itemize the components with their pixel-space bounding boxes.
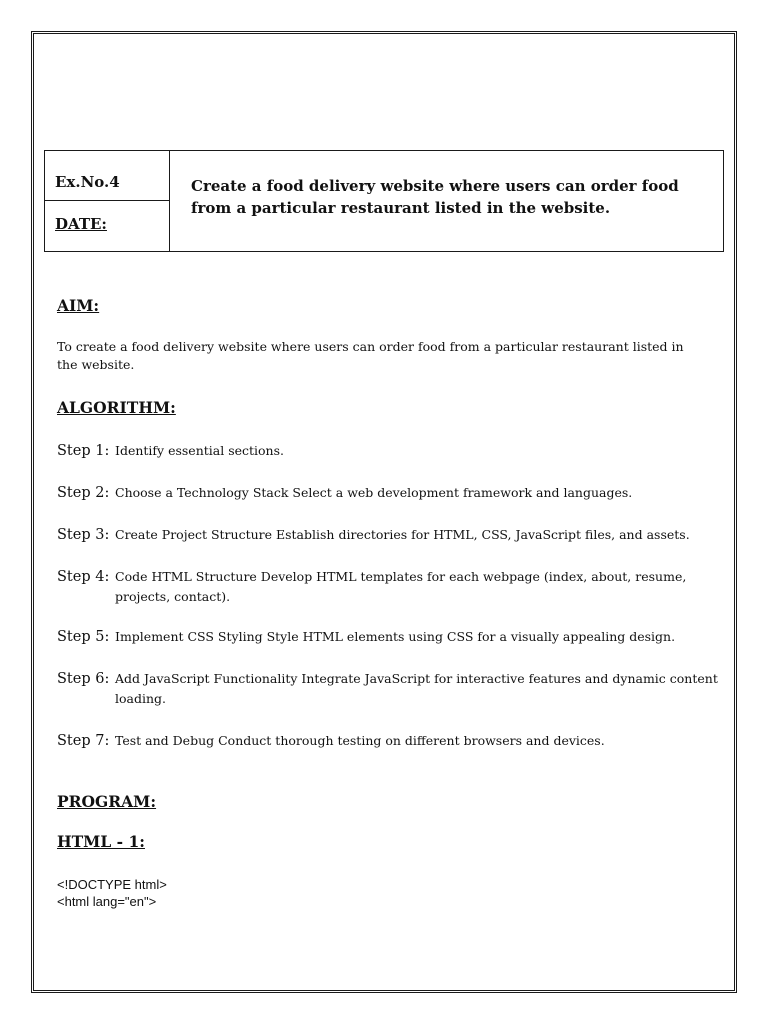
step-label: Step 6:: [57, 671, 110, 687]
header-divider: [45, 200, 169, 201]
code-line: <!DOCTYPE html>: [57, 877, 167, 892]
aim-heading: AIM:: [57, 296, 100, 315]
step-text: Choose a Technology Stack Select a web development framework and languages.: [115, 485, 633, 500]
program-heading: PROGRAM:: [57, 792, 157, 811]
algorithm-step: [57, 567, 722, 607]
html-1-heading: HTML - 1:: [57, 832, 145, 851]
step-label: Step 7:: [57, 733, 110, 749]
algorithm-step: [57, 627, 722, 647]
step-text: Add JavaScript Functionality Integrate JavaScript for interactive features and dynamic content loading.: [115, 671, 718, 706]
step-label: Step 2:: [57, 485, 110, 501]
algorithm-heading: ALGORITHM:: [57, 398, 176, 417]
step-text: Implement CSS Styling Style HTML elements using CSS for a visually appealing design.: [115, 629, 676, 644]
exercise-header-box: [44, 150, 724, 252]
exercise-title: Create a food delivery website where users can order food from a particular restaurant listed in the website.: [191, 177, 679, 217]
step-text: Code HTML Structure Develop HTML templates for each webpage (index, about, resume, projects, contact).: [115, 569, 687, 604]
algorithm-step: [57, 441, 722, 461]
algorithm-step: [57, 525, 722, 545]
step-text: Test and Debug Conduct thorough testing on different browsers and devices.: [115, 733, 605, 748]
algorithm-step: [57, 483, 722, 503]
code-block: [57, 876, 167, 910]
exercise-number: Ex.No.4: [55, 173, 120, 191]
aim-text: To create a food delivery website where users can order food from a particular restaurant listed in the website.: [57, 339, 684, 372]
step-label: Step 3:: [57, 527, 110, 543]
code-line: <html lang="en">: [57, 894, 157, 909]
step-label: Step 4:: [57, 569, 110, 585]
step-label: Step 1:: [57, 443, 110, 459]
step-text: Identify essential sections.: [115, 443, 284, 458]
step-label: Step 5:: [57, 629, 110, 645]
algorithm-step: [57, 669, 722, 709]
step-text: Create Project Structure Establish directories for HTML, CSS, JavaScript files, and assets.: [115, 527, 690, 542]
date-label: DATE:: [55, 215, 107, 233]
header-left-cell: [45, 151, 170, 251]
algorithm-step: [57, 731, 722, 751]
